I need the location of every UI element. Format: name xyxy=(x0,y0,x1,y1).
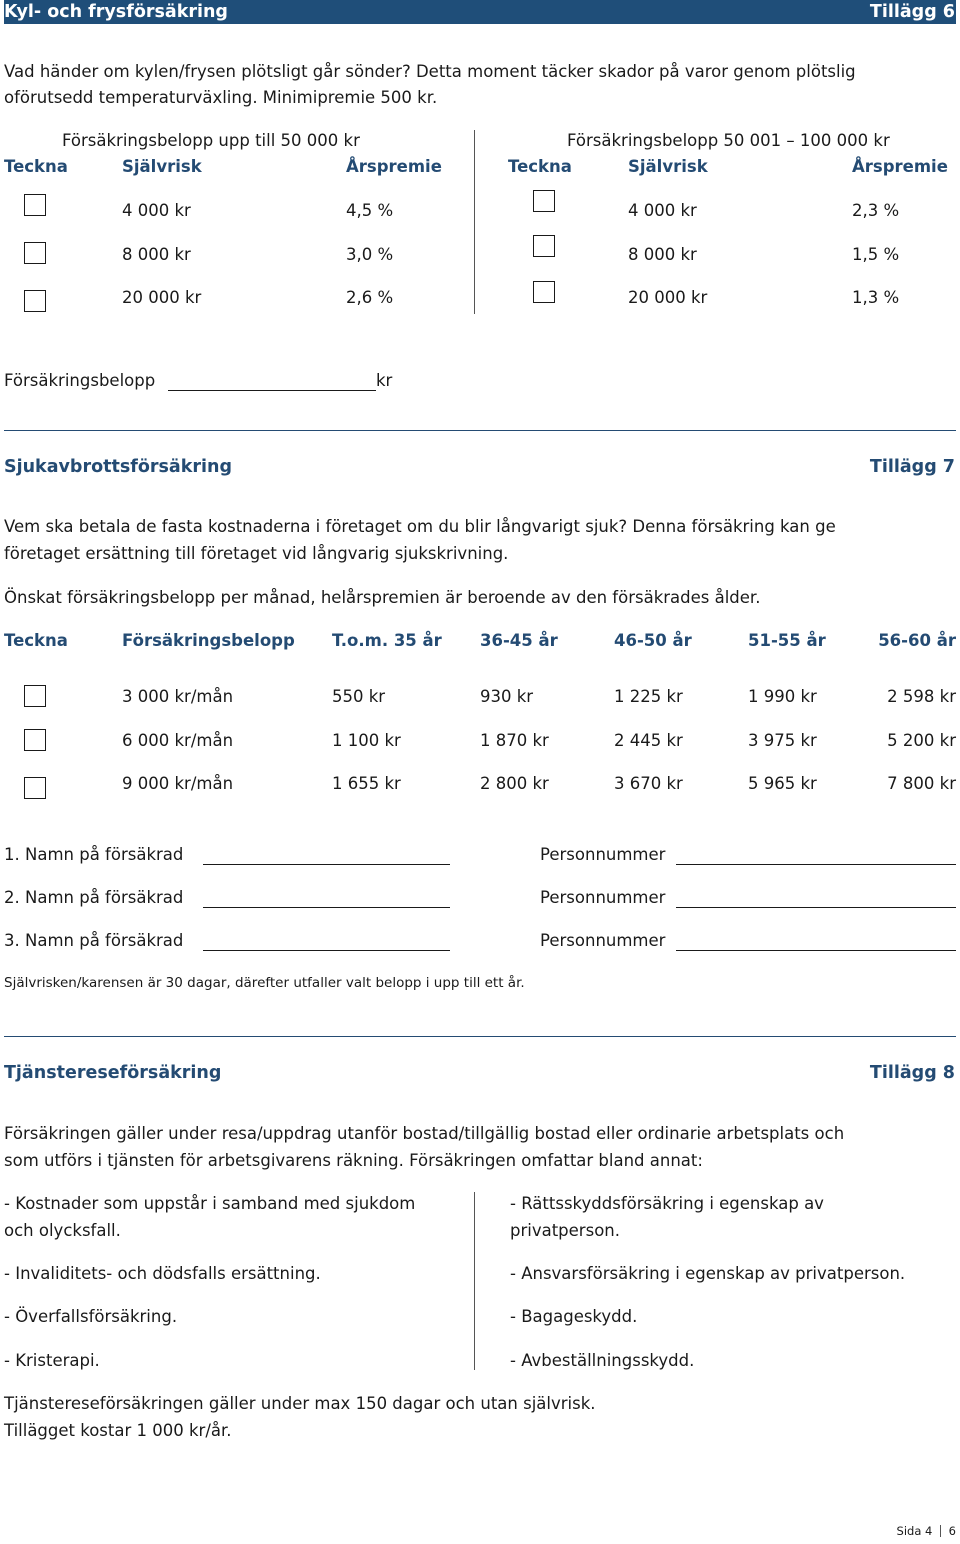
intro-text: Vem ska betala de fasta kostnaderna i företaget om du blir långvarigt sjuk? Denna försäkring kan ge xyxy=(4,517,836,536)
page-divider xyxy=(940,1525,941,1537)
premie-cell: 550 kr xyxy=(332,687,386,706)
premie-cell: 7 800 kr xyxy=(887,774,956,793)
intro-text: företaget ersättning till företaget vid långvarig sjukskrivning. xyxy=(4,544,509,563)
belopp-cell: 9 000 kr/mån xyxy=(122,774,234,793)
premie-value: 3,0 % xyxy=(346,245,394,264)
premie-cell: 1 100 kr xyxy=(332,731,401,750)
col-header-age: 56-60 år xyxy=(878,631,956,650)
premie-cell: 5 965 kr xyxy=(748,774,817,793)
select-checkbox[interactable] xyxy=(24,290,46,312)
group-label-left: Försäkringsbelopp upp till 50 000 kr xyxy=(62,131,360,150)
select-checkbox[interactable] xyxy=(24,729,46,751)
select-checkbox[interactable] xyxy=(24,242,46,264)
outro-text: Tillägget kostar 1 000 kr/år. xyxy=(4,1421,232,1440)
group-label-right: Försäkringsbelopp 50 001 – 100 000 kr xyxy=(567,131,890,150)
pnr-label: Personnummer xyxy=(540,888,666,907)
col-header-age: 36-45 år xyxy=(480,631,558,650)
premie-cell: 1 990 kr xyxy=(748,687,817,706)
belopp-label: Försäkringsbelopp xyxy=(4,371,156,390)
insured-name-label: 1. Namn på försäkrad xyxy=(4,845,184,864)
col-header-arspremie: Årspremie xyxy=(852,157,948,176)
insured-name-line[interactable] xyxy=(203,950,450,951)
coverage-item: - Bagageskydd. xyxy=(510,1307,638,1326)
select-checkbox[interactable] xyxy=(24,685,46,707)
coverage-item: och olycksfall. xyxy=(4,1221,121,1240)
coverage-item: - Avbeställningsskydd. xyxy=(510,1351,695,1370)
select-checkbox[interactable] xyxy=(533,190,555,212)
pnr-label: Personnummer xyxy=(540,845,666,864)
coverage-item: - Kristerapi. xyxy=(4,1351,100,1370)
pnr-line[interactable] xyxy=(676,950,956,951)
premie-cell: 3 670 kr xyxy=(614,774,683,793)
premie-cell: 3 975 kr xyxy=(748,731,817,750)
pnr-line[interactable] xyxy=(676,864,956,865)
coverage-item: - Rättsskyddsförsäkring i egenskap av xyxy=(510,1194,824,1213)
coverage-item: privatperson. xyxy=(510,1221,620,1240)
sjalvrisk-value: 8 000 kr xyxy=(628,245,697,264)
coverage-item: - Ansvarsförsäkring i egenskap av privatperson. xyxy=(510,1264,906,1283)
coverage-item: - Överfallsförsäkring. xyxy=(4,1307,178,1326)
col-header-age: T.o.m. 35 år xyxy=(332,631,442,650)
premie-cell: 2 445 kr xyxy=(614,731,683,750)
premie-value: 2,3 % xyxy=(852,201,900,220)
premie-value: 1,5 % xyxy=(852,245,900,264)
pnr-line[interactable] xyxy=(676,907,956,908)
col-header-sjalvrisk: Självrisk xyxy=(628,157,708,176)
insured-name-line[interactable] xyxy=(203,907,450,908)
insured-name-label: 3. Namn på försäkrad xyxy=(4,931,184,950)
premie-cell: 2 598 kr xyxy=(887,687,956,706)
section-title: Tjänstereseförsäkring xyxy=(4,1063,222,1083)
belopp-unit: kr xyxy=(376,371,393,390)
coverage-item: - Invaliditets- och dödsfalls ersättning. xyxy=(4,1264,321,1283)
pnr-label: Personnummer xyxy=(540,931,666,950)
belopp-input-line[interactable] xyxy=(168,390,376,391)
page-number xyxy=(897,1524,956,1538)
select-checkbox[interactable] xyxy=(533,235,555,257)
section-divider xyxy=(4,430,956,431)
sjalvrisk-value: 4 000 kr xyxy=(628,201,697,220)
sjalvrisk-value: 8 000 kr xyxy=(122,245,191,264)
col-header-teckna: Teckna xyxy=(508,157,572,176)
premie-value: 1,3 % xyxy=(852,288,900,307)
insured-name-label: 2. Namn på försäkrad xyxy=(4,888,184,907)
premie-value: 4,5 % xyxy=(346,201,394,220)
section-tag: Tillägg 7 xyxy=(869,457,955,477)
premie-cell: 930 kr xyxy=(480,687,534,706)
sjalvrisk-value: 20 000 kr xyxy=(628,288,708,307)
premie-cell: 1 655 kr xyxy=(332,774,401,793)
select-checkbox[interactable] xyxy=(533,281,555,303)
section-divider xyxy=(4,1036,956,1037)
section-tag: Tillägg 8 xyxy=(869,1063,955,1083)
sjalvrisk-value: 20 000 kr xyxy=(122,288,202,307)
col-header-sjalvrisk: Självrisk xyxy=(122,157,202,176)
col-header-teckna: Teckna xyxy=(4,157,68,176)
select-checkbox[interactable] xyxy=(24,194,46,216)
premie-cell: 1 870 kr xyxy=(480,731,549,750)
col-header-arspremie: Årspremie xyxy=(346,157,442,176)
premie-cell: 2 800 kr xyxy=(480,774,549,793)
belopp-cell: 3 000 kr/mån xyxy=(122,687,234,706)
page-total: 6 xyxy=(948,1524,956,1538)
premie-value: 2,6 % xyxy=(346,288,394,307)
intro-text: som utförs i tjänsten för arbetsgivarens räkning. Försäkringen omfattar bland annat: xyxy=(4,1151,703,1170)
premie-cell: 5 200 kr xyxy=(887,731,956,750)
page-label: Sida 4 xyxy=(896,1524,933,1538)
col-header-teckna: Teckna xyxy=(4,631,68,650)
outro-text: Tjänstereseförsäkringen gäller under max 150 dagar och utan självrisk. xyxy=(4,1394,596,1413)
premie-cell: 1 225 kr xyxy=(614,687,683,706)
col-header-belopp: Försäkringsbelopp xyxy=(122,631,295,650)
belopp-cell: 6 000 kr/mån xyxy=(122,731,234,750)
col-header-age: 46-50 år xyxy=(614,631,692,650)
karens-note: Självrisken/karensen är 30 dagar, därefter utfaller valt belopp i upp till ett år. xyxy=(4,975,525,991)
section-tag: Tillägg 6 xyxy=(869,2,955,22)
select-checkbox[interactable] xyxy=(24,777,46,799)
intro-text: Önskat försäkringsbelopp per månad, helårspremien är beroende av den försäkrades ålder. xyxy=(4,588,761,607)
intro-text: Försäkringen gäller under resa/uppdrag utanför bostad/tillgällig bostad eller ordinarie arbetsplats och xyxy=(4,1124,845,1143)
column-divider xyxy=(474,1192,475,1370)
intro-text: oförutsedd temperaturväxling. Minimipremie 500 kr. xyxy=(4,88,438,107)
column-divider xyxy=(474,130,475,314)
col-header-age: 51-55 år xyxy=(748,631,826,650)
coverage-item: - Kostnader som uppstår i samband med sjukdom xyxy=(4,1194,416,1213)
section-title: Sjukavbrottsförsäkring xyxy=(4,457,232,477)
intro-text: Vad händer om kylen/frysen plötsligt går sönder? Detta moment täcker skador på varor genom plötslig xyxy=(4,62,856,81)
sjalvrisk-value: 4 000 kr xyxy=(122,201,191,220)
insured-name-line[interactable] xyxy=(203,864,450,865)
section-title: Kyl- och frysförsäkring xyxy=(4,2,228,22)
